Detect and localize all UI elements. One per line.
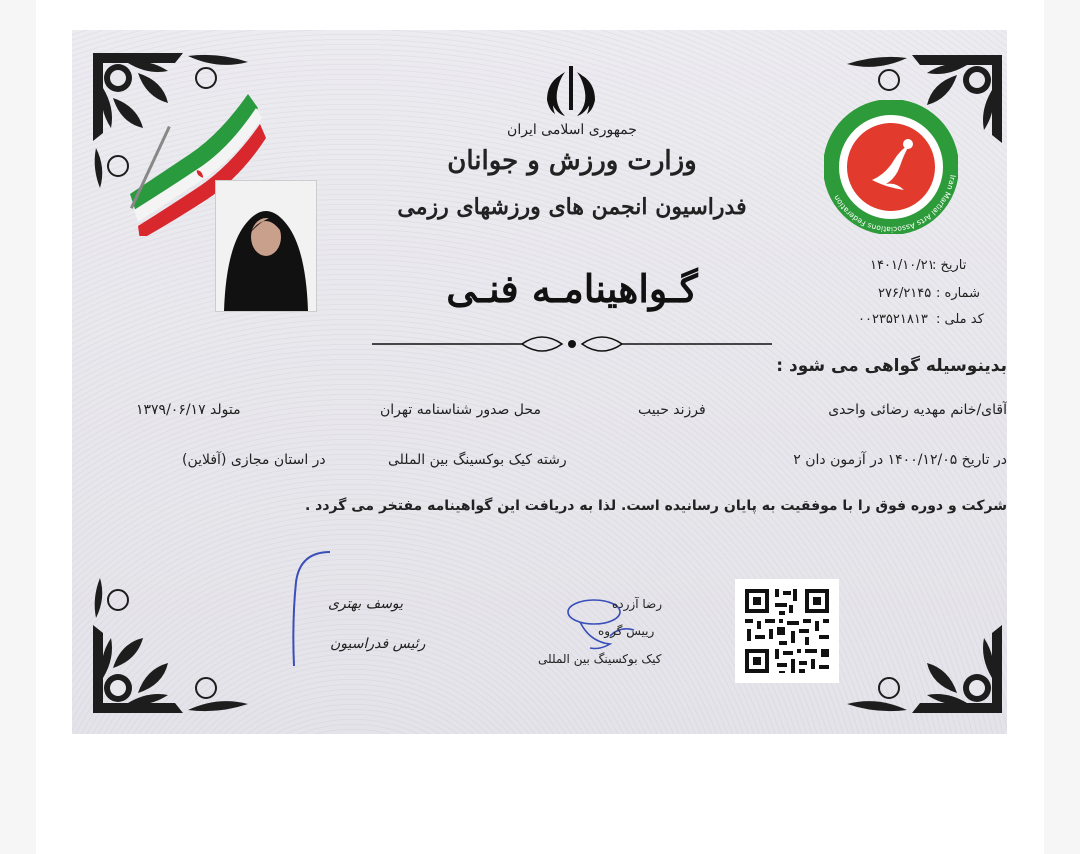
- father-name: فرزند حبیب: [638, 402, 706, 418]
- viewer-left-margin: [0, 0, 36, 854]
- corner-ornament-bottom-left: [88, 568, 268, 718]
- middle-signer-title: رییس گروه: [598, 624, 655, 638]
- number-value: ۲۷۶/۲۱۴۵: [878, 286, 932, 301]
- exam-province: در استان مجازی (آفلاین): [182, 452, 326, 468]
- date-value: ۱۴۰۱/۱۰/۲۱: [870, 258, 935, 273]
- corner-ornament-bottom-right: [827, 568, 1007, 718]
- certificate: [72, 30, 1007, 734]
- iran-emblem-icon: [541, 62, 601, 122]
- federation-emblem-ring-text: [824, 100, 958, 234]
- certificate-title: گـواهینامـه فنـی: [446, 266, 698, 311]
- national-code-value: ۰۰۲۳۵۲۱۸۱۳: [858, 312, 928, 327]
- viewer-right-margin: [1044, 0, 1080, 854]
- middle-signer-name: رضا آزرده: [612, 597, 663, 611]
- birth-date: متولد ۱۳۷۹/۰۶/۱۷: [136, 402, 241, 418]
- holder-photo: [215, 180, 317, 312]
- holder-name: آقای/خانم مهدیه رضائی واحدی: [828, 402, 1007, 418]
- qr-code[interactable]: [735, 579, 839, 683]
- left-signer-title: رئیس فدراسیون: [330, 636, 426, 652]
- exam-field: رشته کیک بوکسینگ بین المللی: [388, 452, 567, 468]
- republic-label: جمهوری اسلامی ایران: [507, 122, 637, 138]
- number-label: شماره :: [936, 286, 980, 301]
- ministry-label: وزارت ورزش و جوانان: [447, 146, 697, 176]
- intro-text: بدینوسیله گواهی می شود :: [776, 356, 1007, 376]
- left-signer-name: یوسف بهتری: [328, 596, 404, 612]
- svg-text:Iran Martial Arts Associations: Iran Martial Arts Associations Federation: [831, 174, 958, 234]
- national-code-label: کد ملی :: [936, 312, 984, 327]
- exam-date: در تاریخ ۱۴۰۰/۱۲/۰۵ در آزمون دان ۲: [793, 452, 1007, 468]
- date-label: تاریخ :: [932, 258, 967, 273]
- statement-text: شرکت و دوره فوق را با موفقیت به پایان رسانیده است. لذا به دریافت این گواهینامه مفتخر می گردد .: [304, 498, 1007, 514]
- issue-place: محل صدور شناسنامه تهران: [380, 402, 541, 418]
- middle-signer-field: کیک بوکسینگ بین المللی: [538, 652, 662, 666]
- federation-label: فدراسیون انجمن های ورزشهای رزمی: [397, 194, 747, 220]
- title-divider: [372, 332, 772, 356]
